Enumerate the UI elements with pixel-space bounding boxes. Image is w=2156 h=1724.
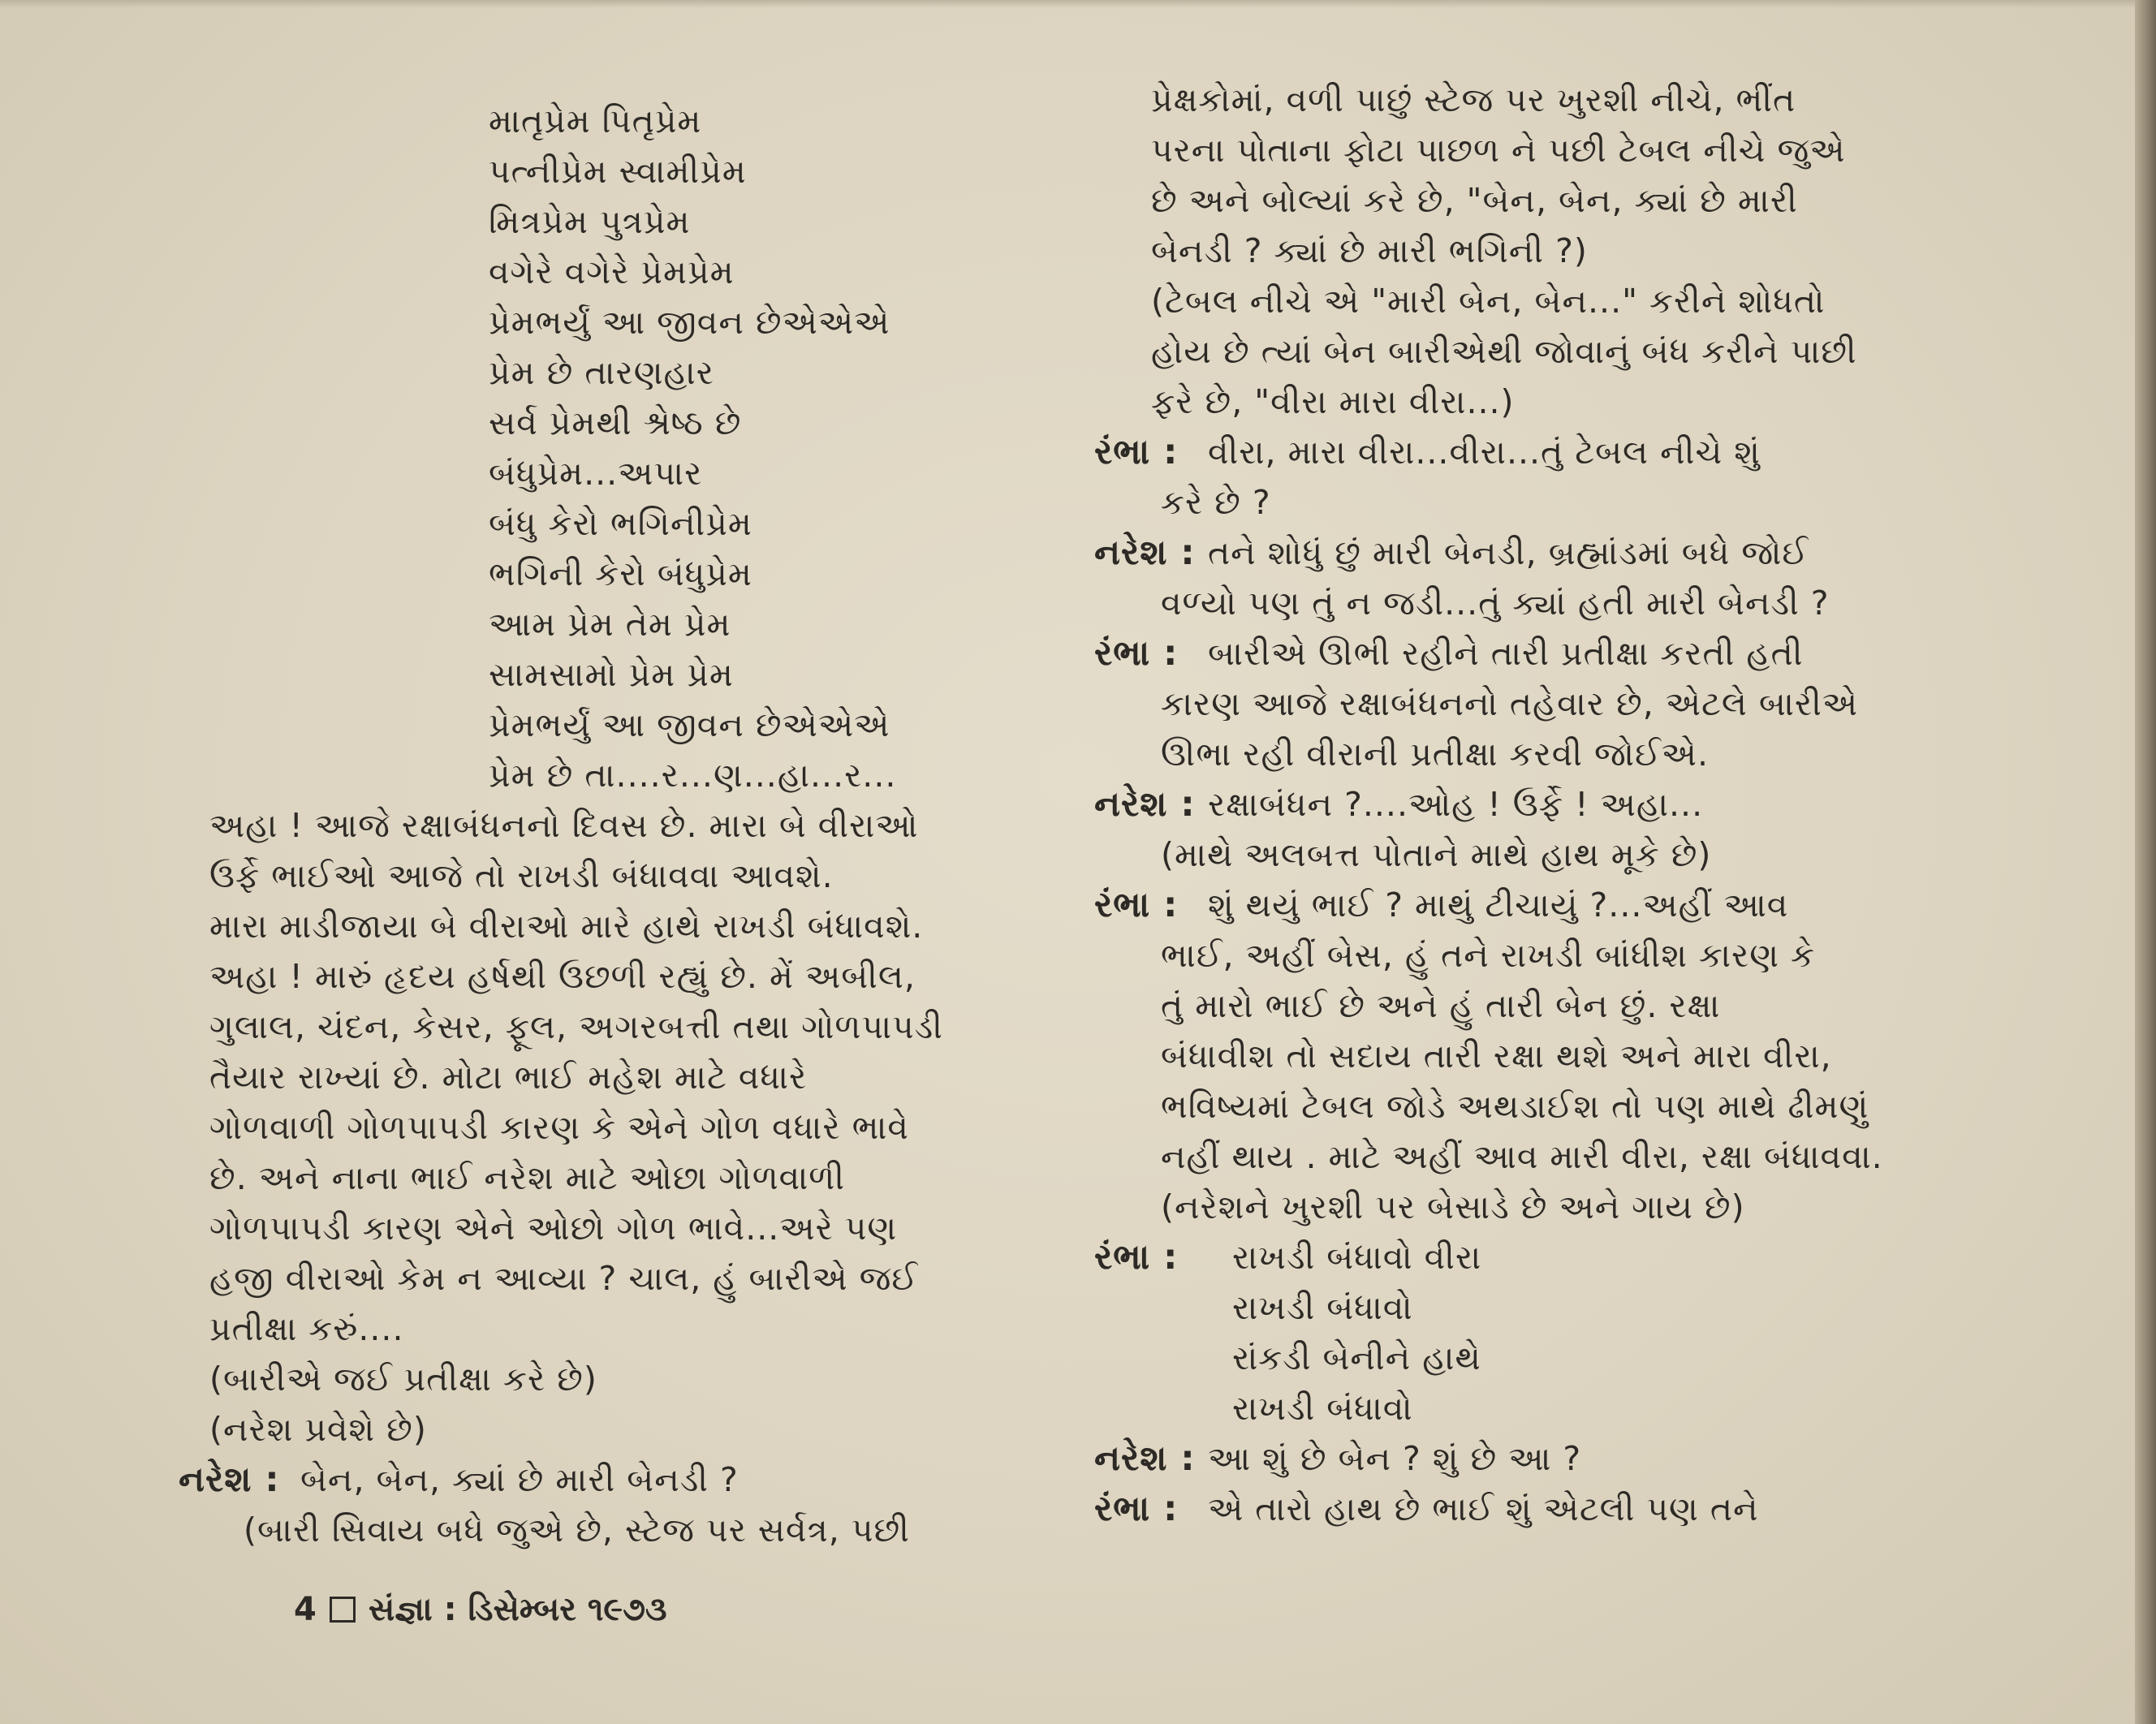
dialogue-line: બેન, બેન, ક્યાં છે મારી બેનડી ? <box>300 1460 739 1499</box>
speaker-name: નરેશ : <box>1094 1438 1196 1479</box>
dialogue-line: કારણ આજે રક્ષાબંધનનો તહેવાર છે, એટલે બારીએ <box>1161 684 1859 723</box>
monologue-line: છે. અને નાના ભાઈ નરેશ માટે ઓછા ગોળવાળી <box>209 1158 845 1197</box>
dialogue-line: તું મારો ભાઈ છે અને હું તારી બેન છું. રક્ષા <box>1161 986 1721 1025</box>
poem-line: ભગિની કેરો બંધુપ્રેમ <box>489 554 752 593</box>
monologue-paragraph <box>209 800 1080 1455</box>
song-line: રાખડી બંધાવો વીરા <box>1232 1238 1482 1277</box>
stage-direction: બેનડી ? ક્યાં છે મારી ભગિની ?) <box>1151 231 1588 270</box>
stage-direction: (બારીએ જઈ પ્રતીક્ષા કરે છે) <box>209 1360 597 1399</box>
dialogue-entry <box>1094 427 1906 477</box>
dialogue-entry <box>1094 628 1906 679</box>
dialogue-line: નહીં થાય . માટે અહીં આવ મારી વીરા, રક્ષા બંધાવવા. <box>1161 1137 1883 1176</box>
poem-line: સર્વ પ્રેમથી શ્રેષ્ઠ છે <box>489 403 742 442</box>
speaker-name: રંભા : <box>1094 633 1179 674</box>
dialogue-line: એ તારો હાથ છે ભાઈ શું એટલી પણ તને <box>1208 1489 1759 1528</box>
continuation-block <box>1094 75 1906 427</box>
speaker-name: નરેશ : <box>179 1459 280 1500</box>
poem-line: પ્રેમભર્યું આ જીવન છેએએએ <box>489 303 890 342</box>
dialogue-text <box>1208 427 1761 477</box>
page-top-edge <box>0 0 2156 8</box>
poem-line: પ્રેમ છે તારણહાર <box>489 353 714 392</box>
speaker-name: રંભા : <box>1094 432 1179 472</box>
speaker-name: નરેશ : <box>1094 532 1196 573</box>
page-number: 4 <box>294 1591 317 1628</box>
dialogue-entry <box>179 1455 1080 1505</box>
speaker-name: રંભા : <box>1094 1237 1179 1278</box>
stage-direction: (માથે અલબત્ત પોતાને માથે હાથ મૂકે છે) <box>1161 835 1712 874</box>
dialogue-entry <box>1094 1433 1906 1484</box>
monologue-line: તૈયાર રાખ્યાં છે. મોટા ભાઈ મહેશ માટે વધારે <box>209 1058 808 1097</box>
monologue-line: ગુલાલ, ચંદન, કેસર, ફૂલ, અગરબત્તી તથા ગોળપાપડી <box>209 1007 943 1046</box>
dialogue-line: ભાઈ, અહીં બેસ, હું તને રાખડી બાંધીશ કારણ કે <box>1161 936 1815 975</box>
poem-line: બંધુ કેરો ભગિનીપ્રેમ <box>489 504 752 543</box>
speaker-name: રંભા : <box>1094 1489 1179 1529</box>
stage-direction: પરના પોતાના ફોટા પાછળ ને પછી ટેબલ નીચે જુએ <box>1151 131 1846 170</box>
dialogue-line: બંધાવીશ તો સદાય તારી રક્ષા થશે અને મારા વીરા, <box>1161 1037 1832 1075</box>
monologue-line: અહા ! મારું હૃદય હર્ષથી ઉછળી રહ્યું છે. મેં અબીલ, <box>209 957 916 996</box>
monologue-line: હજી વીરાઓ કેમ ન આવ્યા ? ચાલ, હું બારીએ જઈ <box>209 1259 919 1298</box>
poem-line: માતૃપ્રેમ પિતૃપ્રેમ <box>489 101 702 140</box>
dialogue-line: તને શોધું છું મારી બેનડી, બ્રહ્માંડમાં બધે જોઈ <box>1208 533 1809 572</box>
poem-line: પત્નીપ્રેમ સ્વામીપ્રેમ <box>489 152 747 191</box>
dialogue-line: ભવિષ્યમાં ટેબલ જોડે અથડાઈશ તો પણ માથે ઢીમણું <box>1161 1087 1869 1126</box>
stage-direction: છે અને બોલ્યાં કરે છે, "બેન, બેન, ક્યાં છે મારી <box>1151 181 1798 220</box>
monologue-line: અહા ! આજે રક્ષાબંધનનો દિવસ છે. મારા બે વીરાઓ <box>209 806 919 845</box>
right-column <box>1094 75 1906 1534</box>
poem-line: મિત્રપ્રેમ પુત્રપ્રેમ <box>489 202 691 241</box>
poem-line: પ્રેમભર્યું આ જીવન છેએએએ <box>489 705 890 744</box>
dialogue-line: આ શું છે બેન ? શું છે આ ? <box>1208 1439 1582 1478</box>
stage-direction: (બારી સિવાય બધે જુએ છે, સ્ટેજ પર સર્વત્ર, પછી <box>244 1511 910 1549</box>
dialogue-line: કરે છે ? <box>1161 483 1271 522</box>
dialogue-line: ઊભા રહી વીરાની પ્રતીક્ષા કરવી જોઈએ. <box>1161 735 1709 774</box>
stage-direction: હોય છે ત્યાં બેન બારીએથી જોવાનું બંધ કરીને પાછી <box>1151 332 1857 371</box>
monologue-line: ગોળવાળી ગોળપાપડી કારણ કે એને ગોળ વધારે ભાવે <box>209 1108 909 1147</box>
dialogue-line: વળ્યો પણ તું ન જડી...તું ક્યાં હતી મારી બેનડી ? <box>1161 584 1830 623</box>
poem-line: સામસામો પ્રેમ પ્રેમ <box>489 655 734 694</box>
song-line: રાંકડી બેનીને હાથે <box>1232 1338 1481 1377</box>
monologue-line: ગોળપાપડી કારણ એને ઓછો ગોળ ભાવે...અરે પણ <box>209 1209 898 1248</box>
dialogue-entry <box>1094 779 1906 830</box>
dialogue-line: વીરા, મારા વીરા...વીરા...તું ટેબલ નીચે શું <box>1208 433 1761 472</box>
dialogue-entry <box>1094 528 1906 578</box>
stage-direction: ફરે છે, "વીરા મારા વીરા...) <box>1151 382 1515 421</box>
left-column <box>179 96 1080 1555</box>
song-line: રાખડી બંધાવો <box>1232 1288 1413 1327</box>
publication-line: સંજ્ઞા : ડિસેમ્બર ૧૯૭૩ <box>368 1591 667 1628</box>
stage-direction: (નરેશ પ્રવેશે છે) <box>209 1410 427 1449</box>
monologue-line: પ્રતીક્ષા કરું.... <box>209 1309 404 1348</box>
dialogue-entry <box>1094 1232 1906 1282</box>
speaker-name: નરેશ : <box>1094 784 1196 825</box>
poem-line: આમ પ્રેમ તેમ પ્રેમ <box>489 605 731 644</box>
song-line: રાખડી બંધાવો <box>1232 1389 1413 1428</box>
dialogue-line: રક્ષાબંધન ?....ઓહ ! ઉર્ફે ! અહા... <box>1208 785 1704 824</box>
stage-direction: પ્રેક્ષકોમાં, વળી પાછું સ્ટેજ પર ખુરશી નીચે, ભીંત <box>1151 80 1796 119</box>
monologue-line: મારા માડીજાયા બે વીરાઓ મારે હાથે રાખડી બંધાવશે. <box>209 907 924 946</box>
square-ornament-icon <box>330 1597 356 1623</box>
poem-line: પ્રેમ છે તા....ર...ણ...હા...ર... <box>489 756 897 795</box>
monologue-line: ઉર્ફે ભાઈઓ આજે તો રાખડી બંધાવવા આવશે. <box>209 856 834 895</box>
dialogue-entry <box>1094 880 1906 930</box>
dialogue-line: બારીએ ઊભી રહીને તારી પ્રતીક્ષા કરતી હતી <box>1208 634 1804 673</box>
poem-block <box>268 96 1080 800</box>
poem-line: બંધુપ્રેમ...અપાર <box>489 454 703 493</box>
poem-line: વગેરે વગેરે પ્રેમપ્રેમ <box>489 252 735 291</box>
stage-direction: (નરેશને ખુરશી પર બેસાડે છે અને ગાય છે) <box>1161 1187 1745 1226</box>
stage-direction: (ટેબલ નીચે એ "મારી બેન, બેન..." કરીને શોધતો <box>1151 282 1826 321</box>
dialogue-entry <box>1094 1484 1906 1534</box>
page-footer <box>294 1591 667 1628</box>
book-gutter <box>2135 0 2156 1724</box>
dialogue-line: શું થયું ભાઈ ? માથું ટીચાયું ?...અહીં આવ <box>1208 886 1789 924</box>
speaker-name: રંભા : <box>1094 885 1179 925</box>
